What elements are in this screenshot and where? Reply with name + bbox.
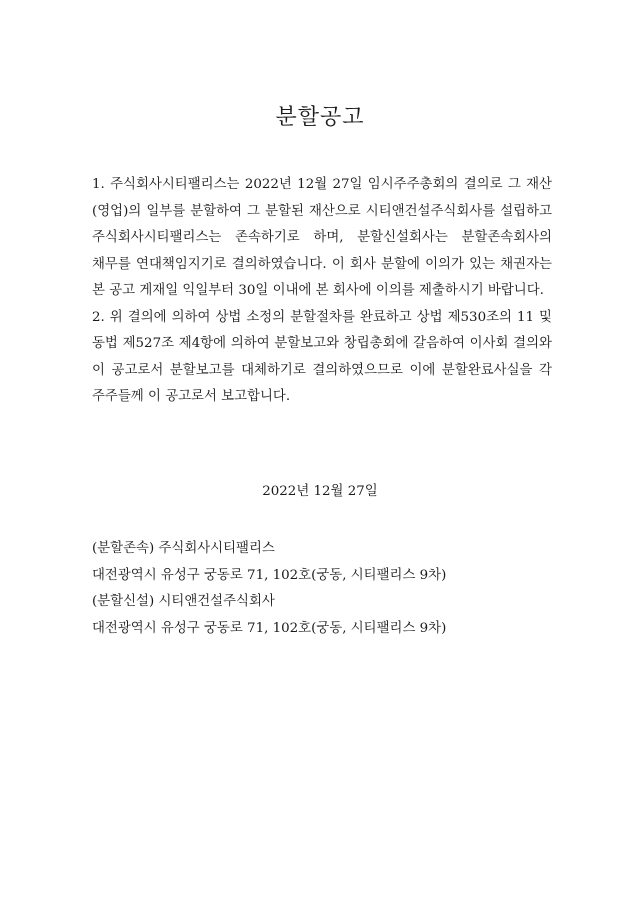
notice-date: 2022년 12월 27일 <box>262 484 378 499</box>
new-company-address: 대전광역시 유성구 궁동로 71, 102호(궁동, 시티팰리스 9차) <box>92 620 447 636</box>
paragraph-2: 2. 위 결의에 의하여 상법 소정의 분할절차를 완료하고 상법 제530조의 11 및 동법 제527조 제4항에 의하여 분할보고와 창립총회에 갈음하여 이사회 결의와 이 공고로서 분할보고를 대체하기로 결의하였으므로 이에 분할완료사실을 각 주주들께 이 공고로서 보고합니다. <box>92 309 552 404</box>
document-title: 분할공고 <box>275 105 365 130</box>
notice-body <box>92 172 552 411</box>
new-company: (분할신설) 시티앤건설주식회사 <box>92 594 275 609</box>
surviving-company-address: 대전광역시 유성구 궁동로 71, 102호(궁동, 시티팰리스 9차) <box>92 567 447 583</box>
party-list <box>92 536 562 642</box>
surviving-company: (분할존속) 주식회사시티팰리스 <box>92 541 275 556</box>
paragraph-1: 1. 주식회사시티팰리스는 2022년 12월 27일 임시주주총회의 결의로 그 재산(영업)의 일부를 분할하여 그 분할된 재산으로 시티앤건설주식회사를 설립하고 주식회사시티팰리스는 존속하기로 하며, 분할신설회사는 분할존속회사의 채무를 연대책임지기로 결의하였습니다. 이 회사 분할에 이의가 있는 채권자는 본 공고 게재일 익일부터 30일 이내에 본 회사에 이의를 제출하시기 바랍니다. <box>92 177 552 298</box>
